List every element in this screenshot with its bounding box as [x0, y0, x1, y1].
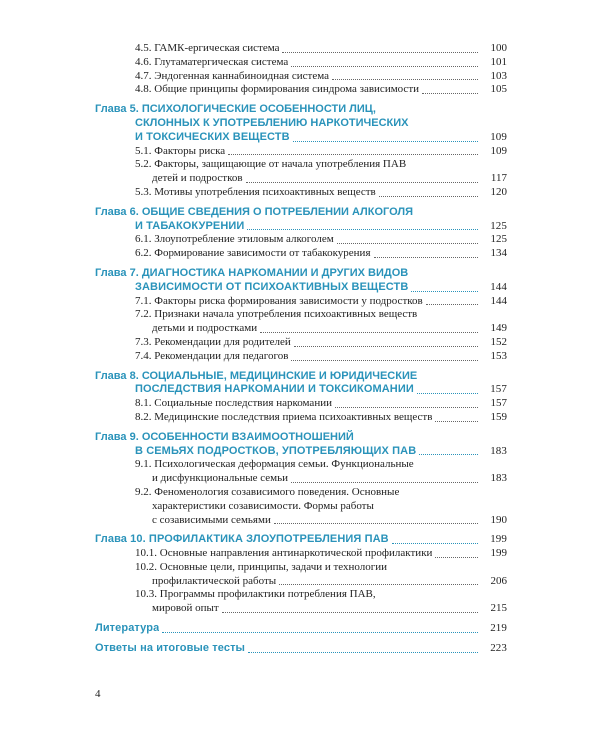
toc-entry-title: 7.1. Факторы риска формирования зависимости у подростков [135, 294, 423, 307]
dot-leader [279, 584, 478, 585]
toc-entry-title: 5.3. Мотивы употребления психоактивных веществ [135, 185, 376, 198]
toc-entry-7-3 [95, 336, 507, 350]
chapter-5-heading-cont: СКЛОННЫХ К УПОТРЕБЛЕНИЮ НАРКОТИЧЕСКИХ [135, 116, 409, 129]
dot-leader [435, 421, 478, 422]
dot-leader [411, 291, 478, 292]
chapter-8-heading: Глава 8. СОЦИАЛЬНЫЕ, МЕДИЦИНСКИЕ И ЮРИДИЧЕСКИЕ [95, 369, 418, 382]
toc-entry-page: 159 [490, 410, 507, 423]
toc-entry-page: 101 [490, 55, 507, 68]
dot-leader [247, 229, 478, 230]
toc-entry-page: 144 [490, 294, 507, 307]
dot-leader [291, 482, 478, 483]
dot-leader [337, 243, 478, 244]
chapter-page: 219 [490, 622, 507, 635]
toc-entry-10-3: 10.3. Программы профилактики потребления ПАВ, [135, 588, 376, 601]
chapter-page: 199 [490, 533, 507, 546]
toc-entry-4-7 [95, 70, 507, 84]
toc-entry-4-5 [95, 42, 507, 56]
toc-entry-title: мировой опыт [152, 602, 219, 615]
chapter-title: Глава 10. ПРОФИЛАКТИКА ЗЛОУПОТРЕБЛЕНИЯ ПАВ [95, 533, 389, 546]
toc-entry-6-2 [95, 247, 507, 261]
toc-entry-title: 10.1. Основные направления антинаркотической профилактики [135, 547, 433, 560]
toc-entry-page: 153 [490, 349, 507, 362]
toc-entry-7-2: 7.2. Признаки начала употребления психоактивных веществ [135, 308, 418, 321]
chapter-6-heading-end [95, 220, 507, 234]
chapter-6-heading: Глава 6. ОБЩИЕ СВЕДЕНИЯ О ПОТРЕБЛЕНИИ АЛКОГОЛЯ [95, 205, 414, 218]
chapter-page: 109 [490, 130, 507, 143]
toc-entry-7-4 [95, 350, 507, 364]
chapter-5-heading-end [95, 131, 507, 145]
dot-leader [332, 79, 478, 80]
chapter-title: Литература [95, 622, 160, 635]
dot-leader [392, 543, 478, 544]
dot-leader [293, 141, 478, 142]
dot-leader [282, 52, 478, 53]
chapter-title: Ответы на итоговые тесты [95, 641, 246, 654]
chapter-page: 144 [490, 280, 507, 293]
dot-leader [248, 652, 478, 653]
dot-leader [379, 196, 478, 197]
toc-entry-9-2-cont: характеристики созависимости. Формы работы [152, 499, 374, 512]
toc-entry-page: 105 [490, 83, 507, 96]
chapter-page: 157 [490, 383, 507, 396]
toc-entry-10-1 [95, 547, 507, 561]
dot-leader [246, 182, 478, 183]
toc-entry-5-2: 5.2. Факторы, защищающие от начала употребления ПАВ [135, 158, 407, 171]
dot-leader [222, 612, 478, 613]
toc-entry-page: 100 [490, 42, 507, 54]
chapter-title: И ТАБАКОКУРЕНИИ [135, 219, 245, 232]
chapter-7-heading-end [95, 281, 507, 295]
dot-leader [294, 346, 478, 347]
toc-entry-10-2: 10.2. Основные цели, принципы, задачи и технологии [135, 560, 388, 573]
toc-entry-page: 103 [490, 69, 507, 82]
toc-entry-page: 157 [490, 397, 507, 410]
dot-leader [422, 93, 478, 94]
chapter-8-heading-end [95, 383, 507, 397]
toc-entry-4-6 [95, 56, 507, 70]
toc-entry-title: 6.2. Формирование зависимости от табакокурения [135, 247, 371, 260]
toc-entry-8-2 [95, 411, 507, 425]
dot-leader [335, 407, 478, 408]
dot-leader [426, 304, 478, 305]
toc-entry-page: 190 [490, 513, 507, 526]
page-number: 4 [95, 688, 101, 700]
toc-entry-title: с созависимыми семьями [152, 513, 271, 526]
toc-entry-page: 120 [490, 185, 507, 198]
chapter-page: 183 [490, 444, 507, 457]
toc-entry-page: 134 [490, 247, 507, 260]
chapter-7-heading: Глава 7. ДИАГНОСТИКА НАРКОМАНИИ И ДРУГИХ ВИДОВ [95, 266, 409, 279]
dot-leader [419, 454, 478, 455]
dot-leader [291, 360, 478, 361]
toc-entry-6-1 [95, 233, 507, 247]
toc-entry-title: 4.6. Глутаматергическая система [135, 55, 289, 68]
toc-entry-page: 152 [490, 335, 507, 348]
toc-entry-title: 7.3. Рекомендации для родителей [135, 335, 291, 348]
toc-entry-page: 183 [490, 472, 507, 485]
dot-leader [291, 66, 478, 67]
toc-entry-9-2-end [95, 514, 507, 528]
chapter-title: ПОСЛЕДСТВИЯ НАРКОМАНИИ И ТОКСИКОМАНИИ [135, 383, 414, 396]
dot-leader [374, 257, 478, 258]
chapter-page: 125 [490, 219, 507, 232]
toc-entry-8-1 [95, 397, 507, 411]
toc-entry-9-2: 9.2. Феноменология созависимого поведения. Основные [135, 485, 400, 498]
chapter-title: ЗАВИСИМОСТИ ОТ ПСИХОАКТИВНЫХ ВЕЩЕСТВ [135, 280, 409, 293]
dot-leader [274, 523, 478, 524]
toc-entry-9-1: 9.1. Психологическая деформация семьи. Функциональные [135, 458, 414, 471]
toc-entry-5-1 [95, 145, 507, 159]
toc-entry-title: детьми и подростками [152, 322, 258, 335]
literature-entry [95, 622, 507, 636]
toc-entry-page: 206 [490, 574, 507, 587]
table-of-contents [95, 42, 507, 656]
toc-entry-10-3-cont [95, 602, 507, 616]
toc-entry-title: детей и подростков [152, 172, 243, 185]
chapter-10-heading [95, 533, 507, 547]
toc-entry-title: 4.7. Эндогенная каннабиноидная система [135, 69, 329, 82]
answers-entry [95, 642, 507, 656]
toc-entry-title: и дисфункциональные семьи [152, 472, 289, 485]
toc-entry-7-1 [95, 295, 507, 309]
toc-entry-10-2-cont [95, 575, 507, 589]
chapter-title: И ТОКСИЧЕСКИХ ВЕЩЕСТВ [135, 130, 290, 143]
toc-entry-title: 4.5. ГАМК-ергическая система [135, 42, 280, 54]
chapter-page: 223 [490, 641, 507, 654]
chapter-9-heading: Глава 9. ОСОБЕННОСТИ ВЗАИМООТНОШЕНИЙ [95, 430, 354, 443]
toc-entry-7-2-cont [95, 322, 507, 336]
toc-entry-title: 5.1. Факторы риска [135, 144, 226, 157]
toc-entry-5-3 [95, 186, 507, 200]
dot-leader [417, 393, 478, 394]
toc-entry-page: 109 [490, 144, 507, 157]
toc-entry-page: 125 [490, 233, 507, 246]
toc-entry-9-1-cont [95, 472, 507, 486]
toc-entry-title: профилактической работы [152, 574, 277, 587]
dot-leader [162, 632, 478, 633]
dot-leader [228, 154, 478, 155]
toc-entry-title: 8.1. Социальные последствия наркомании [135, 397, 332, 410]
toc-entry-page: 215 [490, 602, 507, 615]
chapter-5-heading: Глава 5. ПСИХОЛОГИЧЕСКИЕ ОСОБЕННОСТИ ЛИЦ, [95, 103, 376, 116]
toc-entry-page: 199 [490, 547, 507, 560]
toc-entry-title: 6.1. Злоупотребление этиловым алкоголем [135, 233, 334, 246]
toc-entry-5-2-cont [95, 172, 507, 186]
chapter-9-heading-end [95, 445, 507, 459]
toc-entry-4-8 [95, 83, 507, 97]
dot-leader [435, 557, 478, 558]
toc-entry-title: 4.8. Общие принципы формирования синдрома зависимости [135, 83, 420, 96]
toc-entry-page: 149 [490, 322, 507, 335]
toc-entry-title: 7.4. Рекомендации для педагогов [135, 349, 289, 362]
chapter-title: В СЕМЬЯХ ПОДРОСТКОВ, УПОТРЕБЛЯЮЩИХ ПАВ [135, 444, 417, 457]
toc-entry-page: 117 [490, 172, 507, 185]
dot-leader [260, 332, 478, 333]
toc-entry-title: 8.2. Медицинские последствия приема психоактивных веществ [135, 410, 433, 423]
